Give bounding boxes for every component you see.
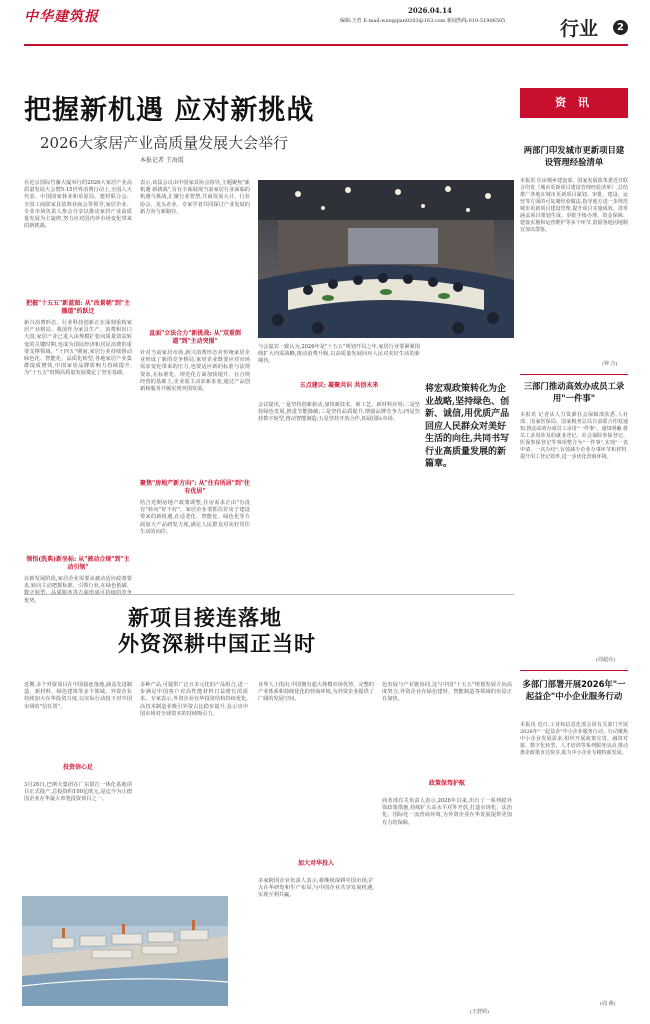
second-col1-subhead1: 投资信心足 [62, 764, 93, 771]
newspaper-logo: 中华建筑报 [24, 9, 99, 25]
second-col4-para2: 商务部有关负责人表示,2026年以来,出台了一系列稳外资政策措施,持续扩大高水平对外开放,打造市场化、法治化、国际化一流营商环境,为外资企业在华发展提供更加有力的保障。 [382, 798, 512, 826]
sidebar-item1-title: 两部门印发城市更新项目建设管理经验清单 [523, 145, 625, 167]
lead-col2-para2: 针对当前家居市场,新兴消费形态对传统家居企业形成了新的竞争格局,家居企业既要应对市场需求变化带来的压力,也要适应新的标准与法规要求,在标准化、规范化方面加快提升。在合规经营的基础上,企业需主动求新求变,通过产品创新和服务升级实现突围发展。 [140, 350, 250, 393]
pull-quote: 将宏观政策转化为企业战略,坚持绿色、创新、诚信,用优质产品回应人民群众对美好生活的向往,共同书写行业高质量发展的新篇章。 [425, 384, 510, 469]
sidebar-item2-text: 本报讯 记者从人力资源社会保障部获悉,人社部、国家医保局、国家税务总局日前联合印发通知,推动高效办成员工录用"一件事"。通知明确,将员工录用涉及的就业登记、社会保险参保登记、医保参保登记等事项整合为"一件事",实现"一表申请、一次办结",有效减少企业办事环节和材料,提升用工登记效率,进一步优化营商环境。 [520, 412, 628, 460]
lead-subheadline: 2026大家居产业高质量发展大会举行 [40, 134, 289, 152]
sidebar-item3-credit: (周 燕) [600, 1001, 616, 1007]
second-col3-subhead1: 加大对华投入 [297, 860, 334, 867]
section-label: 行业 [560, 18, 599, 40]
industrial-park-photo [22, 896, 228, 1006]
sidebar-item2-credit: (周超亮) [596, 657, 615, 663]
sidebar-divider-2 [520, 670, 628, 671]
lead-headline: 把握新机遇 应对新挑战 [24, 95, 315, 126]
lead-col3-para1: 与会嘉宾一致认为,2026年是"十五五"规划开局之年,家居行业要紧紧围绕扩大内需战略,推动消费升级,以高质量发展回应人民对美好生活的新期待。 [258, 344, 420, 365]
lead-col2-subhead1: 直面"立法合力"新挑战: 从"双重倒逼"到"主动突围" [149, 330, 241, 345]
second-col2-para1: 多种产品,可提供广泛且多元化的产品组合,进一步满足中国客户对高性能材料日益增长的需求。专家表示,外资企业在华投资结构持续优化,高技术制造业吸引外资占比稳步提升,显示出中国市场对全球资本的持续吸引力。 [140, 682, 248, 717]
industrial-park-illustration [22, 896, 228, 1006]
sidebar-item3-title: 多部门部署开展2026年"一起益企"中小企业服务行动 [522, 679, 626, 701]
second-headline-line2: 外资深耕中国正当时 [118, 632, 316, 656]
lead-col1-subhead2: 领悟(洗典)新坐标: 从"被动合规"到"主动引领" [26, 556, 130, 571]
news-sidebar-header: 资 讯 [520, 88, 628, 118]
second-col4-para1: 色发展与产业链协同,这与中国"十五五"规划发展方向高度契合,外资企业在绿色建材、智能制造等领域的布局正在加快。 [382, 682, 512, 703]
lead-col1-para3: 在新发展阶段,家居企业需要从被动适应政策要求,转向主动把握标准、引领行业,在绿色低碳、 优势。 [24, 576, 132, 604]
sidebar-item2-title: 三部门推动高效办成员工录用"一件事" [523, 381, 625, 403]
lead-col2-para3: 结合近期房地产政策调整,住房需求正由"有没有"转向"好不好"。家居企业要抓住好房子建设带来的新机遇,在适老化、智能化、绿色化等方面加大产品研发力度,满足人民群众对美好居住生活的向往。 [140, 500, 250, 535]
lead-col3-subhead1: 五点建议: 凝聚共识 共创未来 [299, 382, 379, 389]
conference-photo [258, 180, 514, 338]
second-col1-para2: 3月26日,巴斯夫集团在广东湛江一体化基地项目正式投产,总投资约100亿欧元,是迄今为止德国企业在华最大单笔投资项目之一。 [24, 782, 132, 803]
second-col3-para1: 业界人士指出,中国拥有超大规模市场优势、完整的产业体系和持续优化的营商环境,为外资企业提供了广阔的发展空间。 [258, 682, 374, 703]
conference-photo-illustration [258, 180, 514, 338]
story-divider [24, 594, 514, 595]
editor-line: 编辑:王育 E-mail:wangqian0203@163.com 新闻热线:010-51906505 [340, 18, 506, 24]
lead-col2-subhead2: 聚焦"房地产新方向": 从"住有所居"到"住有优居" [140, 480, 250, 495]
lead-col1-para2: 新兴消费形态、行业科技创新正在深刻重构家居产业格局。我国作为家具生产、消费和出口大国,家居产业已进入由规模扩张向质量效益转变的关键时期,也成为国民经济和居民消费的重要支撑领域。"十四五"期间,家居行业持续推动绿色化、智能化、品质化转型,各地家居产业集群提质增效,中国家居品牌影响力持续提升,为"十五五"时期高质量发展奠定了坚实基础。 [24, 320, 132, 377]
masthead-rule [24, 44, 628, 46]
second-col3-para2: 多家跨国企业负责人表示,将继续深耕中国市场,扩大在华研发和生产布局,与中国企业共享发展机遇,实现互利共赢。 [258, 878, 374, 899]
sidebar-divider-1 [520, 374, 628, 375]
second-story-credit: (王舒婷) [470, 1009, 489, 1015]
sidebar-item1-credit: (钟 合) [602, 361, 618, 367]
second-col1-para1: 近期,多个外资项目在中国接连落地,涵盖先进制造、新材料、绿色建筑等多个领域。外资企业持续加大在华投资力度,以实际行动投下对中国市场的"信任票"。 [24, 682, 132, 710]
lead-col1-subhead1: 把握"十五五"新蓝图: 从"改景朝"到"主播道"的跃迁 [26, 300, 130, 315]
lead-col3-para2: 会议提出,一是坚持创新驱动,加快新技术、新工艺、新材料应用;二是坚持绿色发展,推进节能降碳;三是坚持品质提升,增强品牌竞争力;四是坚持数字转型,推动智能制造;五是坚持开放合作,拓展国际市场。 [258, 402, 420, 423]
lead-byline: 本报记者 王海霞 [140, 157, 184, 164]
second-headline-line1: 新项目接连落地 [128, 606, 282, 630]
sidebar-item1-text: 本报讯 住房城乡建设部、国家发展改革委近日联合印发《城市更新项目建设管理经验清单》,总结推广各地在城市更新项目谋划、审批、建设、运营等方面的可复制经验做法,指导地方进一步规范城市更新项目建设管理,提升项目实施成效。清单涵盖项目策划生成、审批手续办理、资金保障、建设实施和运营维护等多个环节,鼓励各地因地制宜加以借鉴。 [520, 178, 628, 233]
lead-col1-para1: 在近京国际竹藤大厦举行的2026大家居产业高质量发展大会暨5·15世界消费行动上,全国人大代表、中国国家林业和草原局、建材联合会、全国工商联家具装饰业商会等领导,家居企业、专业市场负责人参会分享以推动家居产业高质量发展为主旋律,努力应对国内外市场变化带来的新挑战。 [24, 180, 132, 230]
sidebar-item3-text: 本报讯 近日,工业和信息化部会同有关部门开展2026年"一起益企"中小企业服务行动。行动聚焦中小企业发展需求,组织开展政策宣贯、融资对接、数字化转型、人才培训等系列服务活动,推动惠企政策直达快享,助力中小企业专精特新发展。 [520, 722, 628, 756]
second-col4-subhead1: 政策保驾护航 [428, 780, 465, 787]
issue-date: 2026.04.14 [408, 6, 452, 15]
page-number-badge: 2 [613, 20, 628, 35]
lead-col2-para1: 表示,该届会议由中国家具协会指导,主题聚焦"新机遇 新挑战",旨在全面展现当前家居行业面临的机遇与挑战,汇聚行业智慧,共商发展大计。行业协会、龙头企业、专家学者共同探讨产业发展的新方向与新路径。 [140, 180, 250, 215]
